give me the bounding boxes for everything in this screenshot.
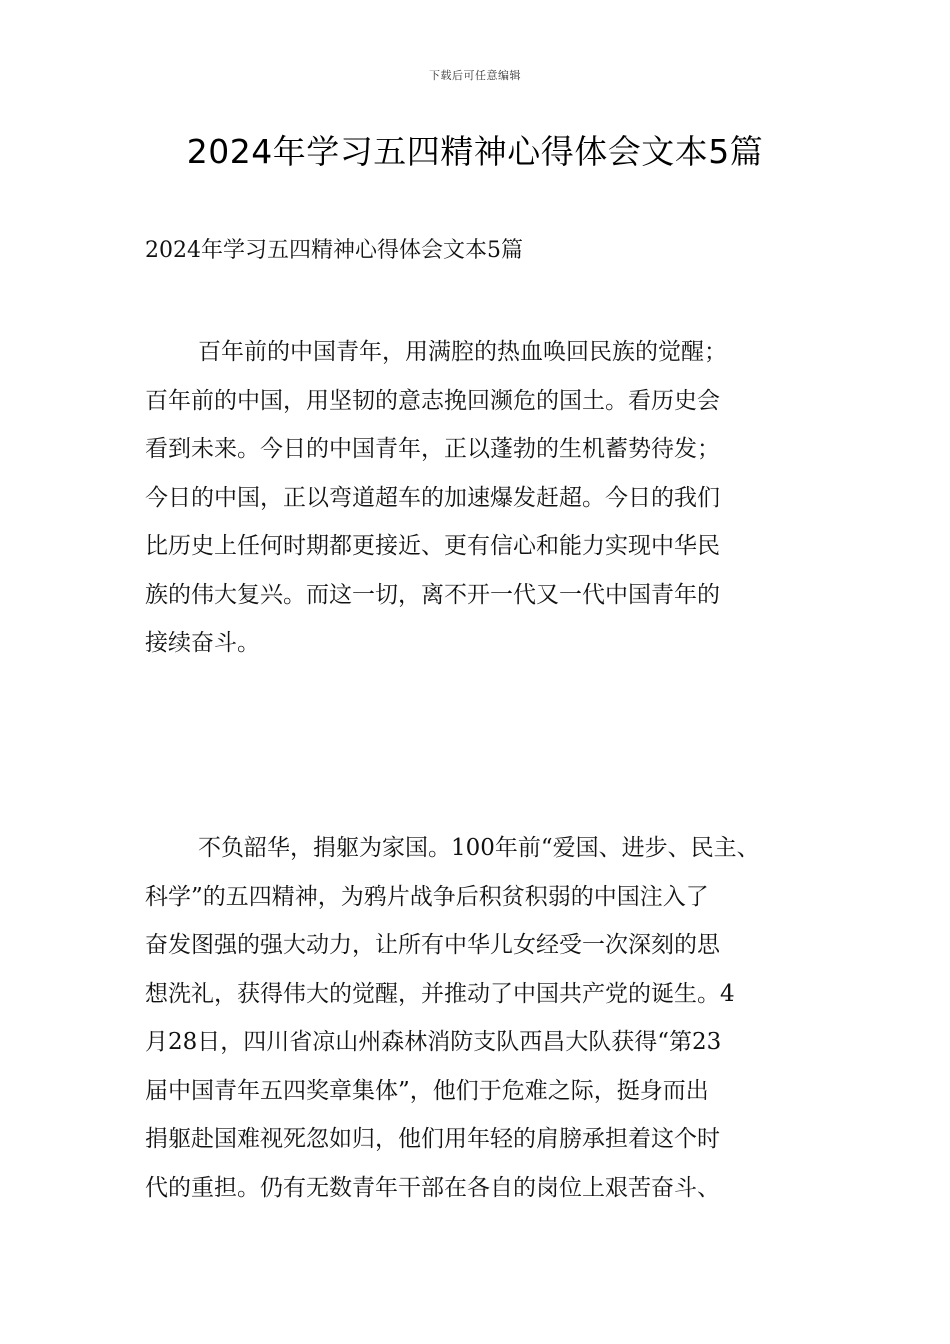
paragraph-line: 看到未来。今日的中国青年，正以蓬勃的生机蓄势待发； — [145, 436, 720, 462]
header-note: 下载后可任意编辑 — [429, 69, 521, 82]
paragraph-line: 代的重担。仍有无数青年干部在各自的岗位上艰苦奋斗、 — [145, 1174, 720, 1201]
paragraph-line: 接续奋斗。 — [145, 630, 260, 656]
paragraph-line: 百年前的中国，用坚韧的意志挽回濒危的国土。看历史会 — [145, 387, 720, 414]
paragraph-line: 比历史上任何时期都更接近、更有信心和能力实现中华民 — [145, 533, 720, 559]
paragraph-line: 百年前的中国青年，用满腔的热血唤回民族的觉醒； — [198, 339, 727, 365]
paragraph-line: 奋发图强的强大动力，让所有中华儿女经受一次深刻的思 — [145, 932, 720, 958]
paragraph-line: 捐躯赴国难视死忽如归，他们用年轻的肩膀承担着这个时 — [145, 1126, 720, 1152]
paragraph-line: 科学”的五四精神，为鸦片战争后积贫积弱的中国注入了 — [145, 883, 709, 910]
paragraph-line: 届中国青年五四奖章集体”，他们于危难之际，挺身而出 — [145, 1077, 709, 1104]
paragraph-line: 月28日，四川省凉山州森林消防支队西昌大队获得“第23 — [145, 1029, 722, 1055]
document-subtitle: 2024年学习五四精神心得体会文本5篇 — [145, 238, 523, 263]
paragraph-1 — [145, 328, 825, 668]
paragraph-line: 族的伟大复兴。而这一切，离不开一代又一代中国青年的 — [145, 581, 720, 608]
paragraph-2 — [145, 824, 825, 1212]
paragraph-line: 今日的中国，正以弯道超车的加速爆发赶超。今日的我们 — [145, 484, 720, 511]
document-title: 2024年学习五四精神心得体会文本5篇 — [186, 132, 764, 171]
paragraph-line: 想洗礼，获得伟大的觉醒，并推动了中国共产党的诞生。4 — [145, 980, 735, 1007]
paragraph-line: 不负韶华，捐躯为家国。100年前“爱国、进步、民主、 — [198, 835, 760, 861]
